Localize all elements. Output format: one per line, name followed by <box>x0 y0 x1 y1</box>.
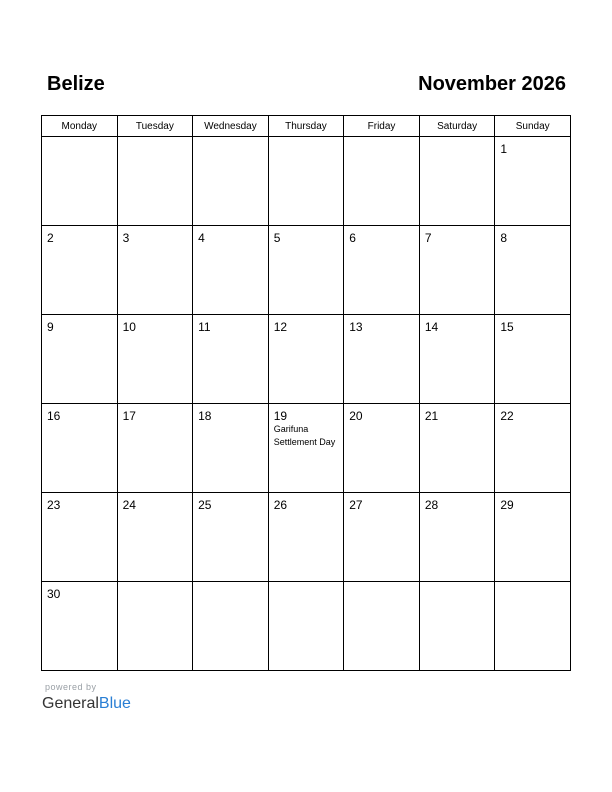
day-number: 11 <box>198 320 211 334</box>
day-cell <box>268 226 344 315</box>
day-cell <box>42 582 118 671</box>
day-number: 13 <box>349 320 363 334</box>
day-cell <box>193 404 269 493</box>
week-row <box>42 226 571 315</box>
day-number: 30 <box>47 587 61 601</box>
month-title: November 2026 <box>418 73 566 95</box>
logo-text-blue: Blue <box>98 695 131 712</box>
day-cell <box>495 315 571 404</box>
week-row <box>42 404 571 493</box>
day-cell <box>117 493 193 582</box>
day-number: 18 <box>198 409 212 423</box>
day-number: 3 <box>122 231 130 245</box>
day-number: 23 <box>47 498 61 512</box>
day-cell <box>193 315 269 404</box>
day-cell <box>344 582 420 671</box>
logo-text-general: General <box>42 695 99 712</box>
day-number: 17 <box>122 409 136 423</box>
day-cell <box>344 315 420 404</box>
day-cell <box>42 493 118 582</box>
weekday-header: Friday <box>344 116 420 137</box>
day-number: 16 <box>47 409 61 423</box>
day-cell <box>419 582 495 671</box>
day-cell <box>268 582 344 671</box>
day-number: 29 <box>500 498 514 512</box>
weekday-header: Wednesday <box>193 116 269 137</box>
day-number: 27 <box>349 498 363 512</box>
day-number: 10 <box>122 320 136 334</box>
day-number <box>344 137 419 142</box>
day-number <box>193 582 268 587</box>
day-number <box>193 137 268 142</box>
day-cell <box>42 226 118 315</box>
day-cell <box>268 493 344 582</box>
day-cell <box>117 582 193 671</box>
day-number <box>344 582 419 587</box>
weekday-header: Saturday <box>419 116 495 137</box>
day-cell <box>495 137 571 226</box>
day-number: 9 <box>47 320 54 334</box>
day-number <box>118 582 193 587</box>
weekday-header: Sunday <box>495 116 571 137</box>
day-number: 22 <box>500 409 514 423</box>
weekday-header: Thursday <box>268 116 344 137</box>
day-number <box>269 137 344 142</box>
day-cell <box>419 226 495 315</box>
day-cell <box>344 226 420 315</box>
day-number <box>269 582 344 587</box>
day-number: 1 <box>500 142 508 156</box>
generalblue-logo[interactable] <box>42 694 131 714</box>
powered-by-text: powered by <box>45 682 97 692</box>
week-row <box>42 582 571 671</box>
day-number: 8 <box>500 231 508 245</box>
day-number: 20 <box>349 409 363 423</box>
day-number <box>118 137 193 142</box>
day-number: 7 <box>424 231 432 245</box>
day-cell <box>268 315 344 404</box>
day-cell <box>268 404 344 493</box>
day-cell <box>193 493 269 582</box>
day-number: 21 <box>424 409 439 423</box>
day-cell <box>193 582 269 671</box>
day-cell <box>495 582 571 671</box>
day-number: 14 <box>424 320 439 334</box>
day-cell <box>42 404 118 493</box>
week-row <box>42 137 571 226</box>
day-number: 28 <box>424 498 439 512</box>
day-cell <box>117 315 193 404</box>
day-number: 24 <box>122 498 136 512</box>
day-number <box>42 137 117 142</box>
day-cell <box>344 404 420 493</box>
day-cell <box>495 493 571 582</box>
day-cell <box>419 137 495 226</box>
calendar-grid <box>41 115 571 671</box>
day-cell <box>117 404 193 493</box>
weekday-header: Monday <box>42 116 118 137</box>
day-number: 15 <box>500 320 514 334</box>
day-cell <box>268 137 344 226</box>
week-row <box>42 493 571 582</box>
day-number <box>495 582 570 587</box>
day-cell <box>495 226 571 315</box>
day-cell <box>419 315 495 404</box>
day-number: 12 <box>273 320 288 334</box>
day-cell <box>344 137 420 226</box>
day-cell <box>117 137 193 226</box>
day-cell <box>42 315 118 404</box>
day-cell <box>193 137 269 226</box>
day-cell <box>495 404 571 493</box>
day-cell <box>117 226 193 315</box>
holiday-label: Garifuna Settlement Day <box>273 424 336 447</box>
day-number: 4 <box>198 231 205 245</box>
day-cell <box>193 226 269 315</box>
day-cell <box>344 493 420 582</box>
weekday-header-row <box>42 116 571 137</box>
day-cell <box>419 404 495 493</box>
day-number: 5 <box>273 231 281 245</box>
country-title: Belize <box>47 73 105 95</box>
weekday-header: Tuesday <box>117 116 193 137</box>
day-number: 19 <box>273 409 288 423</box>
week-row <box>42 315 571 404</box>
day-number: 6 <box>349 231 356 245</box>
day-number <box>420 582 495 587</box>
day-number: 2 <box>47 231 54 245</box>
day-cell <box>42 137 118 226</box>
day-number: 25 <box>198 498 212 512</box>
day-cell <box>419 493 495 582</box>
day-number: 26 <box>273 498 288 512</box>
day-number <box>420 137 495 142</box>
